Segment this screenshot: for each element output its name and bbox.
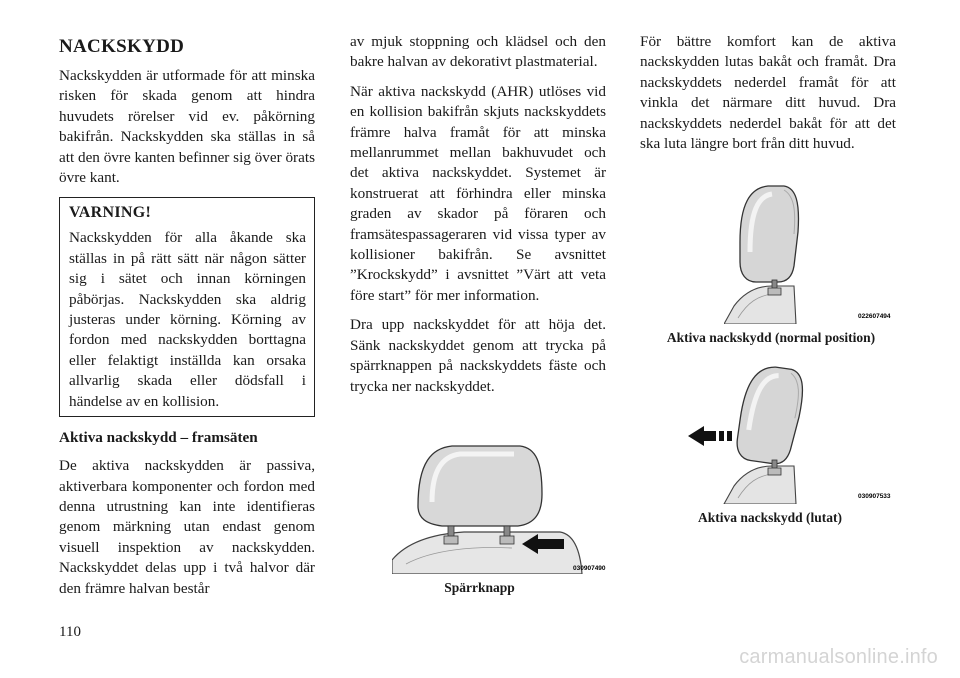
- figure-code: 022607494: [858, 313, 891, 320]
- paragraph-continuation: av mjuk stoppning och klädsel och den bakre halvan av dekorativt plastmaterial.: [350, 33, 606, 71]
- figure-caption-tilted: Aktiva nackskydd (lutat): [697, 510, 843, 525]
- paragraph-ahr: När aktiva nackskydd (AHR) utlöses vid en kollision bakifrån skjuts nackskyddets främre halva framåt för att minska mellanrummet mellan bakhuvudet och det aktiva nackskyddet. Systemet är konstruerat att förhindra eller minska graden av skador på föraren och framsätespassageraren vid vissa typer av kollisioner bakifrån. Se avsnittet ”Krockskydd” i avsnittet ”Värt att veta före start” för mer information.: [350, 82, 606, 304]
- figure-tilted-position: [684, 362, 896, 504]
- post-guide-left: [444, 536, 458, 544]
- page-number: 110: [59, 624, 81, 640]
- headrest-release-illustration: [392, 442, 612, 574]
- figure-caption-normal: Aktiva nackskydd (normal position): [666, 330, 876, 345]
- section-title: NACKSKYDD: [59, 36, 185, 57]
- figure-code: 030907533: [858, 493, 891, 500]
- warning-title: VARNING!: [69, 204, 152, 222]
- column-middle: [350, 32, 606, 406]
- figure-caption-release: Spärrknapp: [444, 580, 515, 595]
- paragraph-tilt: För bättre komfort kan de aktiva nackskydden lutas bakåt och framåt. Dra nackskyddets nederdel framåt för att vinkla det närmare ditt huvud. Dra nackskyddets nederdel bakåt för att det ska luta längre bort från ditt huvud.: [640, 33, 896, 153]
- subheading-active-headrests: Aktiva nackskydd – framsäten: [59, 429, 258, 447]
- arrow-left-icon: [688, 426, 716, 446]
- warning-text: Nackskydden för alla åkande ska ställas in på rätt sätt när någon sätter sig i sätet och innan körningen påbörjas. Nackskydden ska aldrig justeras under körning. Körning av fordon med nackskydden borttagna eller felaktigt inställda kan orsaka allvarlig skada eller dödsfall i händelse av en kollision.: [69, 229, 306, 410]
- headrest-tilted-illustration: [684, 362, 896, 504]
- figure-release-button: [392, 442, 612, 574]
- figure-code: 030907490: [573, 565, 606, 572]
- paragraph-adjust-height: Dra upp nackskyddet för att höja det. Sänk nackskyddet genom att trycka på spärrknappen på nackskyddets fäste och trycka ner nackskyddet.: [350, 316, 606, 395]
- column-right: [640, 32, 896, 163]
- headrest-normal-illustration: [724, 182, 896, 324]
- intro-paragraph: Nackskydden är utformade för att minska risken för skada genom att hindra huvudets rörelser vid ev. påkörning bakifrån. Nackskydden ska ställas in så att den övre kanten befinner sig över örats övre kant.: [59, 67, 315, 187]
- figure-normal-position: [724, 182, 896, 324]
- watermark: carmanualsonline.info: [739, 646, 938, 668]
- paragraph-active-headrests: De aktiva nackskydden är passiva, aktiverbara komponenter och fordon med denna utrustning kan inte identifieras genom märkning utan endast genom visuell inspektion av nackskydden. Nackskyddet delas upp i två halvor där den främre halvan består: [59, 457, 315, 597]
- release-button-guide: [500, 536, 514, 544]
- warning-box: [59, 197, 315, 417]
- column-left: [59, 32, 315, 608]
